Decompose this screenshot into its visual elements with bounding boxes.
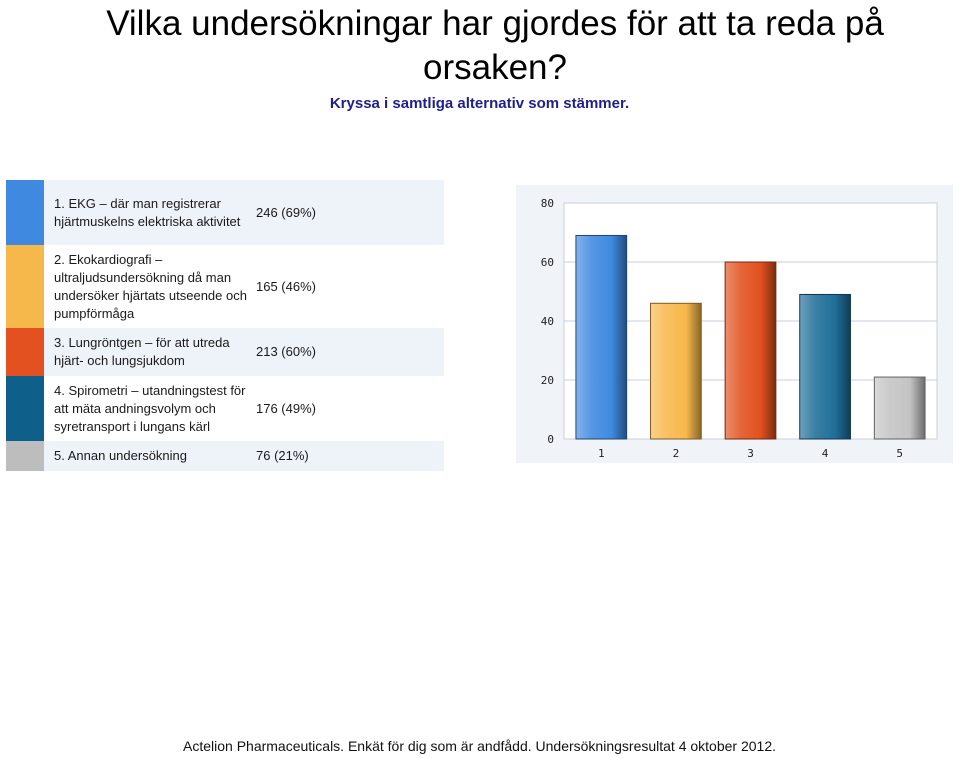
y-tick-label: 60 bbox=[540, 256, 554, 269]
results-table bbox=[6, 180, 444, 471]
color-swatch bbox=[6, 180, 44, 245]
y-tick-label: 40 bbox=[540, 315, 554, 328]
x-tick-label: 1 bbox=[597, 447, 605, 460]
y-tick-label: 80 bbox=[540, 197, 554, 210]
table-row bbox=[6, 441, 444, 471]
row-label: 1. EKG – där man registrerar hjärtmuskelns elektriska aktivitet bbox=[44, 180, 254, 245]
bar-5 bbox=[874, 377, 925, 439]
table-row bbox=[6, 328, 444, 376]
x-tick-label: 5 bbox=[896, 447, 904, 460]
row-label: 2. Ekokardiografi – ultraljudsundersökning då man undersöker hjärtats utseende och pumpförmåga bbox=[54, 251, 247, 321]
footer-note: Actelion Pharmaceuticals. Enkät för dig som är andfådd. Undersökningsresultat 4 oktober 2012. bbox=[183, 738, 776, 754]
x-tick-label: 2 bbox=[672, 447, 680, 460]
row-label: 4. Spirometri – utandningstest för att mäta andningsvolym och syretransport i lungans kärl bbox=[54, 382, 246, 434]
y-tick-label: 0 bbox=[547, 433, 554, 446]
row-value: 176 (49%) bbox=[256, 400, 316, 416]
bar-chart bbox=[516, 185, 953, 463]
color-swatch bbox=[6, 441, 44, 471]
row-value: 246 (69%) bbox=[254, 180, 444, 245]
color-swatch bbox=[6, 245, 44, 328]
row-value: 165 (46%) bbox=[256, 278, 316, 294]
bar-1 bbox=[576, 235, 627, 439]
table-row bbox=[6, 180, 444, 245]
bar-chart-svg bbox=[516, 185, 953, 463]
row-value: 213 (60%) bbox=[254, 328, 444, 376]
row-label: 5. Annan undersökning bbox=[44, 441, 254, 471]
color-swatch bbox=[6, 328, 44, 376]
page-title: Vilka undersökningar har gjordes för att ta reda på orsaken? bbox=[106, 4, 884, 87]
bar-2 bbox=[651, 303, 702, 439]
x-axis-ticks bbox=[598, 447, 903, 460]
bar-4 bbox=[800, 294, 851, 439]
color-swatch bbox=[6, 376, 44, 441]
table-row bbox=[6, 376, 444, 441]
table-row bbox=[6, 245, 444, 328]
row-value: 76 (21%) bbox=[254, 441, 444, 471]
page-subtitle: Kryssa i samtliga alternativ som stämmer. bbox=[329, 95, 630, 112]
bar-3 bbox=[725, 262, 776, 439]
y-tick-label: 20 bbox=[540, 374, 554, 387]
y-axis-ticks bbox=[541, 197, 554, 446]
row-label: 3. Lungröntgen – för att utreda hjärt- och lungsjukdom bbox=[44, 328, 254, 376]
x-tick-label: 3 bbox=[747, 447, 754, 460]
x-tick-label: 4 bbox=[821, 447, 829, 460]
